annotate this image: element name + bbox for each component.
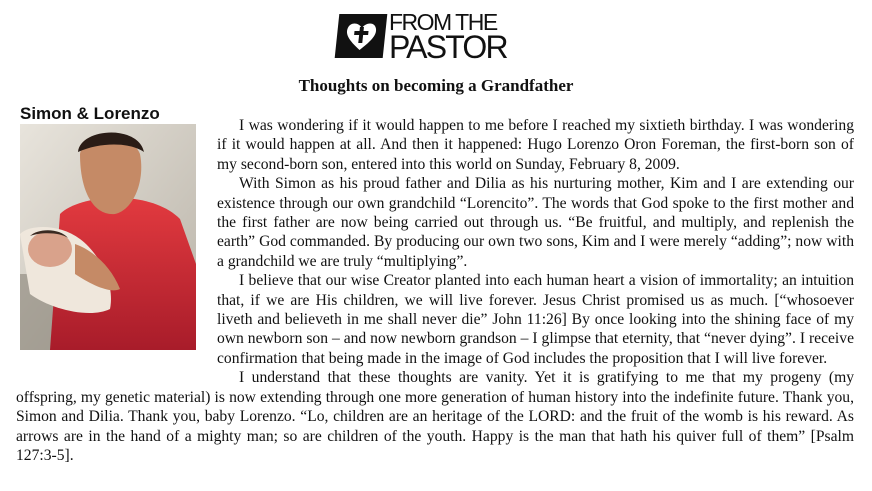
article-title: Thoughts on becoming a Grandfather <box>298 76 574 95</box>
heart-cross-icon <box>335 14 388 58</box>
paragraph-1: I was wondering if it would happen to me before I reached my sixtieth birthday. I was wondering if it would happen at all. And then it happened: Hugo Lorenzo Oron Foreman, the first-born son of my second-born son, entered into this world on Sunday, February 8, 2009. <box>217 117 854 173</box>
masthead-line2: PASTOR <box>389 29 507 65</box>
photo-spacer <box>16 116 217 370</box>
masthead <box>337 9 527 65</box>
masthead-line1: FROM THE <box>389 9 497 35</box>
article-body <box>16 116 854 465</box>
paragraph-2: With Simon as his proud father and Dilia as his nurturing mother, Kim and I are extending our existence through our own grandchild “Lorencito”. The words that God spoke to the first mother and the first father are now being carried out through us. “Be fruitful, and multiply, and replenish the earth” God commanded. By producing our own two sons, Kim and I were merely “adding”; now with a grandchild we are truly “multiplying”. <box>217 175 854 270</box>
photo-caption: Simon & Lorenzo <box>20 104 160 123</box>
paragraph-4: I understand that these thoughts are vanity. Yet it is gratifying to me that my progeny (my offspring, my genetic material) is now extending through one more generation of human history into the indefinite future. Thank you, Simon and Dilia. Thank you, baby Lorenzo. “Lo, children are an heritage of the LORD: and the fruit of the womb is his reward. As arrows are in the hand of a mighty man; so are children of the youth. Happy is the man that hath his quiver full of them” [Psalm 127:3-5]. <box>16 369 854 464</box>
paragraph-3: I believe that our wise Creator planted into each human heart a vision of immortality; an intuition that, if we are His children, we will live forever. Jesus Christ promised us as much. [“whosoever liveth and believeth in me shall never die” John 11:26] By once looking into the shining face of my own newborn son – and now newborn grandson – I glimpse that eternity, that “never dying”. I receive confirmation that being made in the image of God includes the proposition that I will live forever. <box>217 272 854 367</box>
